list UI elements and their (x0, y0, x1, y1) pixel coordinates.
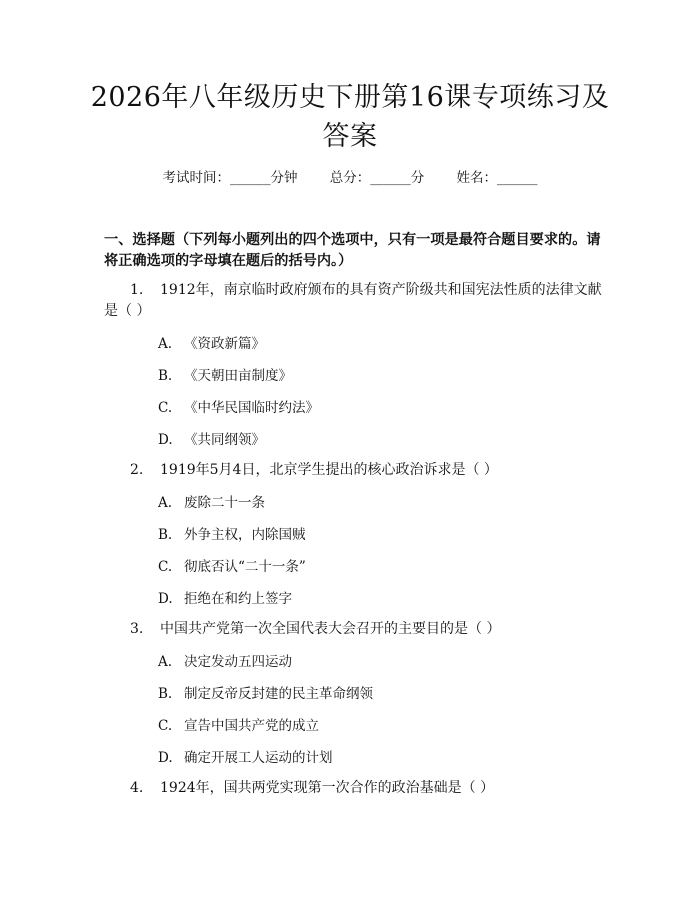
option-letter: B. (158, 527, 173, 543)
student-name-label: 姓名： (456, 170, 498, 186)
student-name-blank: ______ (497, 170, 538, 186)
option-text: 《中华民国临时约法》 (184, 400, 319, 416)
option-text: 制定反帝反封建的民主革命纲领 (184, 686, 373, 702)
option-letter: A. (158, 495, 173, 511)
option-letter: C. (158, 718, 173, 734)
question-3-option-d (158, 748, 333, 768)
question-text: 1912年，南京临时政府颁布的具有资产阶级共和国宪法性质的法律文献是（ ） (104, 282, 602, 319)
exam-time-label: 考试时间： (162, 170, 230, 186)
option-text: 彻底否认“二十一条” (184, 559, 306, 575)
question-text: 1924年，国共两党实现第一次合作的政治基础是（ ） (160, 780, 495, 796)
question-3-option-c (158, 716, 319, 736)
total-score-unit: 分 (410, 170, 425, 186)
question-3 (104, 619, 602, 640)
option-text: 确定开展工人运动的计划 (184, 750, 333, 766)
option-text: 《资政新篇》 (184, 336, 265, 352)
question-4 (104, 778, 602, 799)
question-2-option-b (158, 525, 306, 545)
student-name-field (457, 168, 538, 188)
question-2-option-a (158, 493, 265, 513)
option-text: 决定发动五四运动 (184, 654, 292, 670)
option-text: 拒绝在和约上签字 (184, 591, 292, 607)
question-2-option-c (158, 557, 306, 577)
question-3-option-b (158, 684, 373, 704)
exam-meta-line (0, 168, 700, 188)
question-text: 中国共产党第一次全国代表大会召开的主要目的是（ ） (160, 621, 501, 637)
total-score-blank: ______ (370, 170, 411, 186)
question-1 (104, 280, 602, 322)
option-letter: D. (158, 591, 173, 607)
option-letter: D. (158, 750, 173, 766)
exam-time-field (162, 168, 297, 188)
option-letter: A. (158, 654, 173, 670)
option-letter: D. (158, 432, 173, 448)
option-letter: B. (158, 686, 173, 702)
question-number: 3. (130, 621, 144, 637)
option-letter: C. (158, 400, 173, 416)
question-2-option-d (158, 589, 292, 609)
option-text: 外争主权，内除国贼 (184, 527, 306, 543)
option-letter: B. (158, 368, 173, 384)
option-letter: A. (158, 336, 173, 352)
question-1-option-b (158, 366, 292, 386)
question-number: 1. (130, 282, 144, 298)
option-text: 宣告中国共产党的成立 (184, 718, 319, 734)
question-1-option-a (158, 334, 265, 354)
document-title: 2026年八年级历史下册第16课专项练习及答案 (90, 82, 610, 152)
option-letter: C. (158, 559, 173, 575)
total-score-label: 总分： (329, 170, 371, 186)
exam-time-blank: ______ (229, 170, 271, 186)
question-1-option-c (158, 398, 319, 418)
question-2 (104, 460, 602, 481)
question-text: 1919年5月4日，北京学生提出的核心政治诉求是（ ） (160, 462, 498, 478)
question-number: 4. (130, 780, 144, 796)
total-score-field (330, 168, 425, 188)
question-number: 2. (130, 462, 144, 478)
section-heading: 一、选择题（下列每小题列出的四个选项中，只有一项是最符合题目要求的。请将正确选项的字母填在题后的括号内。） (104, 232, 601, 269)
option-text: 《共同纲领》 (184, 432, 265, 448)
question-1-option-d (158, 430, 265, 450)
exam-time-unit: 分钟 (270, 170, 298, 186)
option-text: 《天朝田亩制度》 (184, 368, 292, 384)
question-3-option-a (158, 652, 292, 672)
option-text: 废除二十一条 (184, 495, 265, 511)
